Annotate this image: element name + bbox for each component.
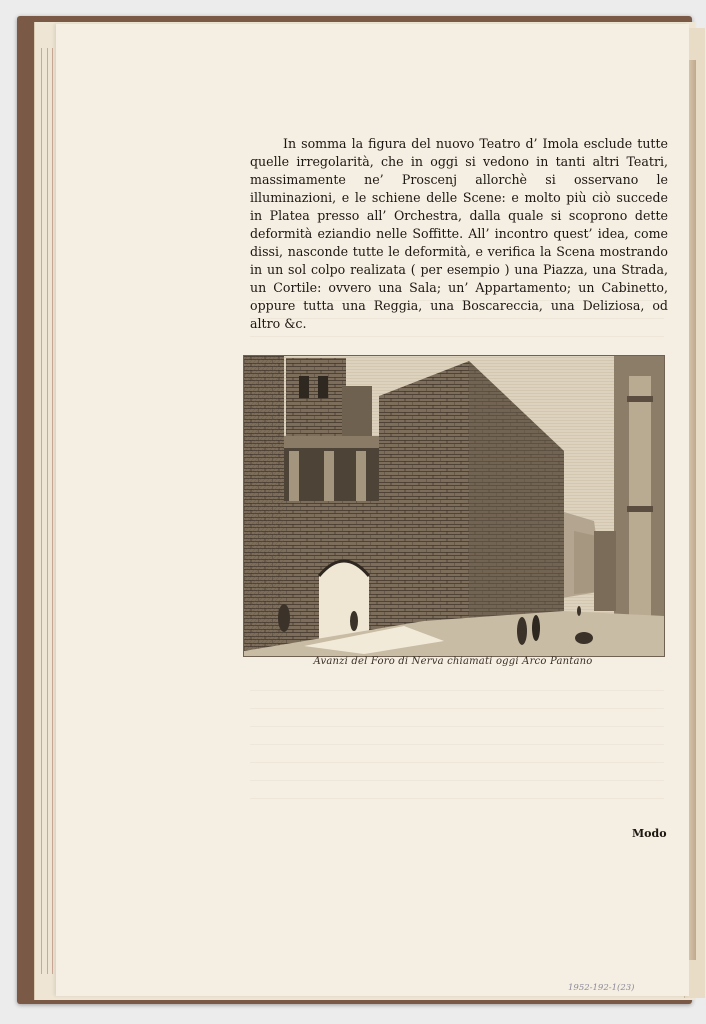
catchword: Modo: [632, 827, 667, 840]
ruins-engraving-illustration: [244, 356, 664, 656]
accession-number: 1952-192-1(23): [568, 983, 635, 993]
engraving-plate: [243, 355, 665, 657]
plate-caption: Avanzi del Foro di Nerva chiamati oggi Arco Pantano: [313, 656, 593, 667]
body-paragraph: In somma la figura del nuovo Teatro d’ Imola esclude tutte quelle irregolarità, che in oggi si vedono in tanti altri Teatri, massimamente ne’ Proscenj allorchè si osservano le illuminazioni, e le schiene delle Scene: e molto più ciò succede in Platea presso all’ Orchestra, dalla quale si scoprono dette deformità eziandio nelle Soffitte. All’ incontro quest’ idea, come dissi, nasconde tutte le deformità, e verifica la Scena mostrando in un sol colpo realizata ( per esempio ) una Piazza, una Strada, un Cortile: ovvero una Sala; un’ Appartamento; un Cabinetto, oppure tutta una Reggia, una Boscareccia, una Deliziosa, od altro &c.: [250, 136, 668, 331]
binding-shadow: [688, 60, 696, 960]
